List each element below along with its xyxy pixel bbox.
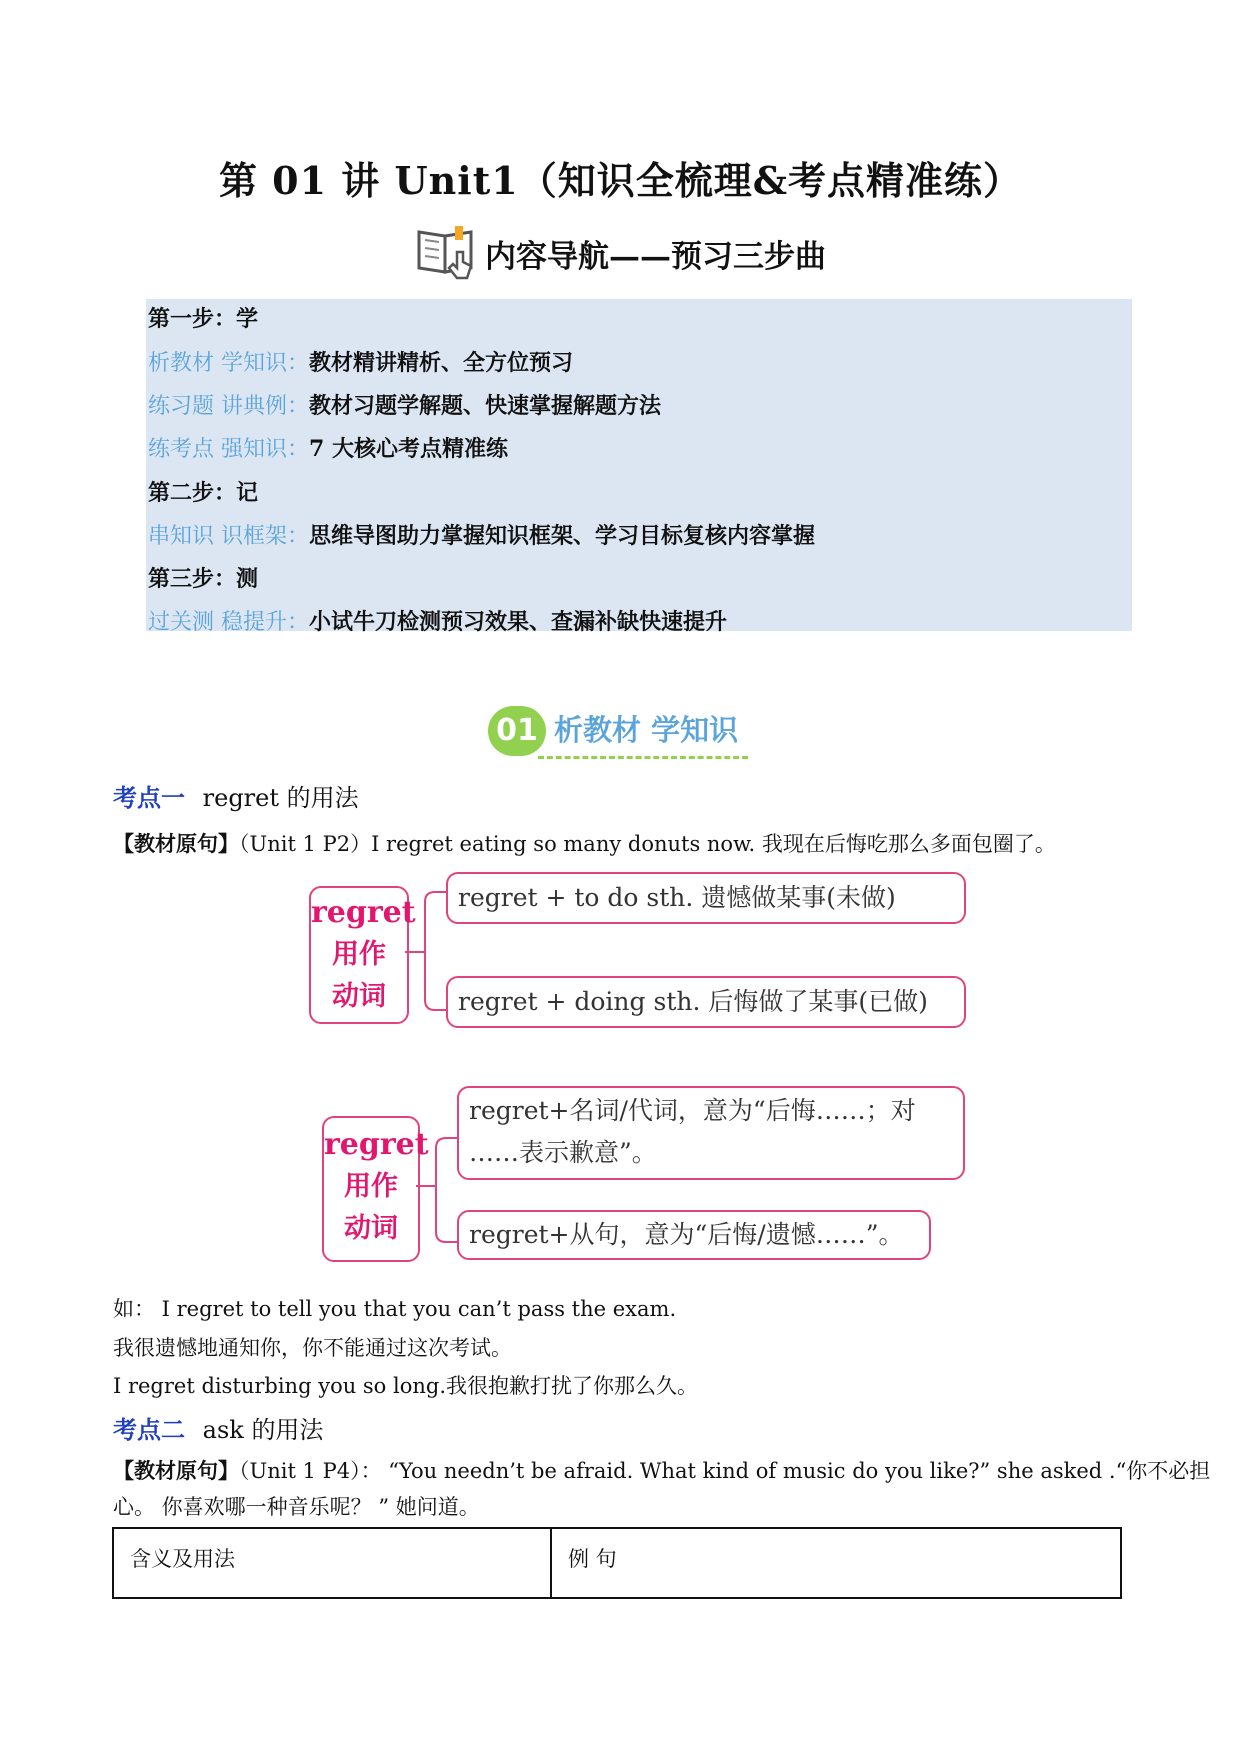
kp1-source bbox=[113, 828, 1056, 858]
step-item-label: 串知识 识框架： bbox=[148, 524, 309, 549]
kp2-source bbox=[113, 1455, 1210, 1485]
example-line: 如： I regret to tell you that you can’t pass the exam. bbox=[113, 1297, 677, 1321]
step-item-desc: 教材精讲精析、全方位预习 bbox=[309, 350, 574, 376]
source-tag: 【教材原句】 bbox=[113, 1458, 239, 1483]
diagram1-line3: 动词 bbox=[332, 981, 386, 1012]
step-item-label: 练习题 讲典例： bbox=[148, 394, 309, 419]
step-item-desc: 教材习题学解题、快速掌握解题方法 bbox=[309, 393, 662, 419]
diagram2-top-line2: ……表示歉意”。 bbox=[469, 1138, 657, 1167]
step-item-desc: 7 大核心考点精准练 bbox=[309, 436, 508, 462]
kp1-topic: regret 的用法 bbox=[202, 784, 359, 812]
step-item bbox=[148, 343, 573, 383]
diagram2-top-line1: regret+名词/代词，意为“后悔……；对 bbox=[469, 1096, 916, 1125]
table-header-cell: 含义及用法 bbox=[114, 1529, 552, 1597]
book-pointer-icon bbox=[415, 222, 479, 284]
step-item-label: 析教材 学知识： bbox=[148, 351, 309, 376]
step-three-heading: 第三步：测 bbox=[148, 566, 259, 592]
diagram2-top-box bbox=[457, 1086, 965, 1180]
diagram2-bracket bbox=[416, 1120, 462, 1260]
kp2-label: 考点二 bbox=[113, 1415, 185, 1444]
table-header-cell: 例 句 bbox=[568, 1547, 617, 1571]
section-title: 析教材 学知识 bbox=[554, 713, 739, 747]
kp2-heading bbox=[113, 1410, 323, 1445]
step-one-heading: 第一步：学 bbox=[148, 306, 259, 332]
diagram1-line2: 用作 bbox=[332, 939, 386, 970]
usage-table bbox=[112, 1527, 1122, 1599]
diagram1-top-box: regret + to do sth. 遗憾做某事(未做) bbox=[446, 872, 966, 924]
nav-title: 内容导航——预习三步曲 bbox=[485, 238, 826, 275]
section-number: 01 bbox=[488, 706, 546, 756]
step-item-label: 练考点 强知识： bbox=[148, 437, 309, 462]
diagram2-bottom-box: regret+从句，意为“后悔/遗憾……”。 bbox=[457, 1210, 931, 1260]
source-text-line2: 心。 你喜欢哪一种音乐呢？ ” 她问道。 bbox=[113, 1495, 480, 1519]
step-item bbox=[148, 429, 508, 469]
diagram2-line3: 动词 bbox=[344, 1213, 398, 1244]
step-item-desc: 小试牛刀检测预习效果、查漏补缺快速提升 bbox=[309, 609, 728, 635]
step-item-label: 过关测 稳提升： bbox=[148, 610, 309, 635]
diagram1-word: regret bbox=[311, 895, 416, 930]
kp2-topic: ask 的用法 bbox=[202, 1416, 324, 1444]
step-item-desc: 思维导图助力掌握知识框架、学习目标复核内容掌握 bbox=[309, 523, 816, 549]
kp1-label: 考点一 bbox=[113, 783, 185, 812]
diagram1-bracket bbox=[405, 890, 450, 1020]
section-badge bbox=[488, 700, 768, 764]
source-tag: 【教材原句】 bbox=[113, 831, 239, 856]
source-text-line1: （Unit 1 P4）： “You needn’t be afraid. What kind of music do you like?” she asked .“你不必担 bbox=[239, 1459, 1211, 1483]
step-item bbox=[148, 386, 661, 426]
step-item bbox=[148, 602, 727, 642]
diagram1-bottom-box: regret + doing sth. 后悔做了某事(已做) bbox=[446, 976, 966, 1028]
diagram1-left-box bbox=[309, 886, 416, 1024]
source-text: （Unit 1 P2）I regret eating so many donuts now. 我现在后悔吃那么多面包圈了。 bbox=[239, 832, 1056, 856]
diagram2-word: regret bbox=[324, 1127, 429, 1162]
example-line: I regret disturbing you so long.我很抱歉打扰了你那么久。 bbox=[113, 1374, 699, 1398]
diagram2-line2: 用作 bbox=[344, 1171, 398, 1202]
kp1-heading bbox=[113, 778, 359, 813]
steps-panel bbox=[146, 299, 1132, 635]
step-two-heading: 第二步：记 bbox=[148, 480, 259, 506]
step-item bbox=[148, 516, 815, 556]
section-underline bbox=[538, 756, 748, 759]
diagram2-left-box bbox=[322, 1116, 429, 1262]
document-title: 第 01 讲 Unit1（知识全梳理&考点精准练） bbox=[218, 158, 1023, 203]
example-line: 我很遗憾地通知你，你不能通过这次考试。 bbox=[113, 1336, 512, 1360]
nav-heading bbox=[0, 222, 1241, 284]
